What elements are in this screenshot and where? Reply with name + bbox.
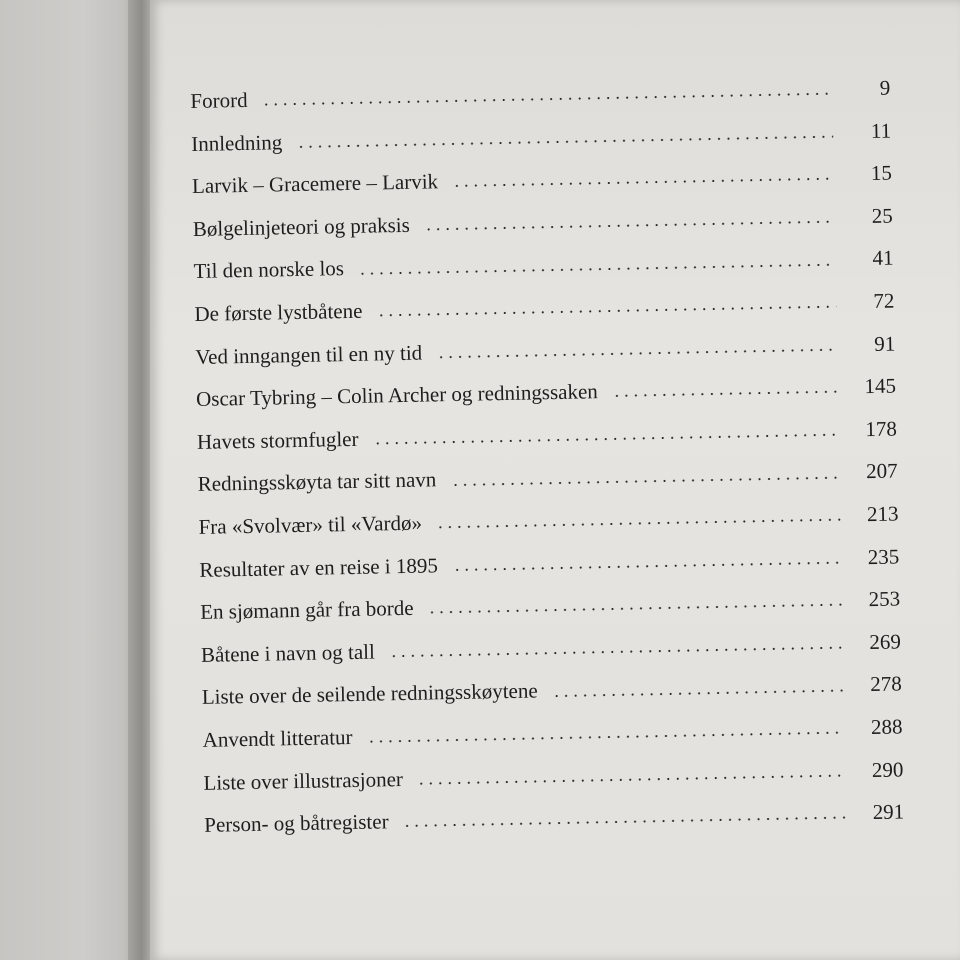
toc-entry-title: Fra «Svolvær» til «Vardø» xyxy=(198,510,423,539)
toc-entry-page: 278 xyxy=(869,671,902,697)
toc-entry-title: Til den norske los xyxy=(193,256,345,284)
dot-leader xyxy=(417,774,846,784)
toc-entry-title: Redningsskøyta tar sitt navn xyxy=(197,467,437,497)
toc-entry-title: Anvendt litteratur xyxy=(202,724,353,752)
dot-leader xyxy=(376,306,836,317)
dot-leader xyxy=(296,136,833,148)
toc-entry-title: Larvik – Gracemere – Larvik xyxy=(191,169,439,199)
toc-entry-page: 235 xyxy=(867,544,900,569)
toc-entry-page: 213 xyxy=(866,501,899,527)
toc-entry-page: 15 xyxy=(870,160,893,186)
toc-entry-title: Liste over de seilende redningsskøytene xyxy=(201,678,538,710)
dot-leader xyxy=(612,391,838,397)
dot-leader xyxy=(403,817,847,828)
dot-leader xyxy=(367,732,845,743)
toc-entry-title: Forord xyxy=(190,87,248,113)
dot-leader xyxy=(262,93,833,106)
toc-entry-page: 253 xyxy=(868,586,901,612)
toc-entry-page: 288 xyxy=(870,714,903,739)
dot-leader xyxy=(452,561,841,570)
toc-entry-page: 290 xyxy=(871,756,904,782)
dot-leader xyxy=(428,604,843,614)
toc-entry-title: Liste over illustrasjoner xyxy=(203,766,404,795)
dot-leader xyxy=(450,476,839,485)
dot-leader xyxy=(436,348,837,358)
toc-entry-page: 25 xyxy=(871,203,893,228)
toc-entry-page: 91 xyxy=(873,331,896,356)
toc-entry-title: En sjømann går fra borde xyxy=(199,595,414,625)
dot-leader xyxy=(358,263,836,274)
dot-leader xyxy=(424,221,835,231)
toc-entry-page: 178 xyxy=(865,416,898,441)
toc-entry-title: Bølgelinjeteori og praksis xyxy=(192,212,411,241)
toc-entry-page: 145 xyxy=(864,373,897,399)
toc-entry-page: 207 xyxy=(865,458,898,484)
toc-entry-page: 9 xyxy=(879,75,891,100)
dot-leader xyxy=(373,434,839,445)
toc-entry-title: Oscar Tybring – Colin Archer og redningssaken xyxy=(195,379,599,412)
table-of-contents xyxy=(190,67,905,847)
toc-entry-title: Person- og båtregister xyxy=(204,809,389,837)
toc-entry-page: 72 xyxy=(873,288,895,313)
toc-entry-page: 41 xyxy=(872,245,894,271)
toc-entry-title: Havets stormfugler xyxy=(196,426,359,454)
left-page xyxy=(0,0,140,960)
dot-leader xyxy=(389,647,843,658)
dot-leader xyxy=(452,178,834,187)
toc-entry-page: 11 xyxy=(870,118,892,143)
dot-leader xyxy=(436,519,841,529)
toc-entry-title: Ved inngangen til en ny tid xyxy=(195,340,423,369)
toc-entry-title: Båtene i navn og tall xyxy=(200,639,376,667)
toc-entry-title: Innledning xyxy=(190,129,283,156)
toc-entry-title: Resultater av en reise i 1895 xyxy=(199,552,439,582)
toc-entry-page: 291 xyxy=(872,799,905,825)
toc-entry-title: De første lystbåtene xyxy=(194,298,363,326)
dot-leader xyxy=(552,689,844,697)
toc-entry-page: 269 xyxy=(869,629,902,654)
